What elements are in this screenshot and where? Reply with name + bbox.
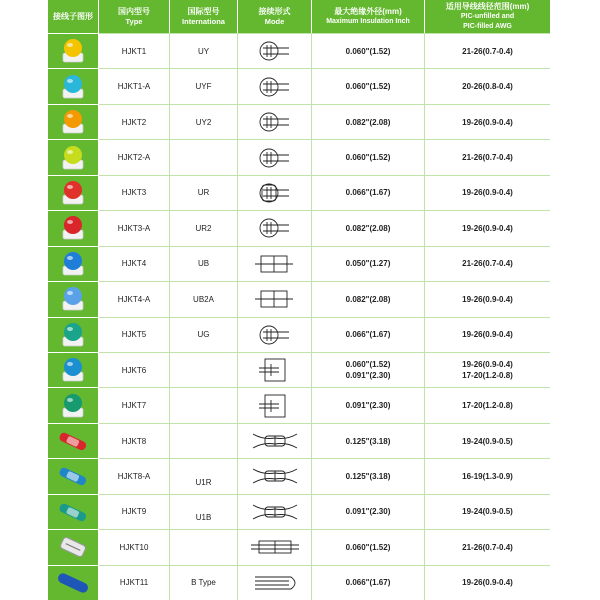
mode-cell: [238, 104, 312, 139]
international-cell: [170, 317, 238, 352]
wire-range-cell: [425, 68, 550, 103]
connector-image: [53, 531, 93, 563]
max-insulation-cell: [312, 423, 425, 458]
international-cell: [170, 529, 238, 564]
mode-cell: [238, 246, 312, 281]
wire-range-cell: [425, 175, 550, 210]
international-value: UB2A: [193, 294, 214, 304]
max-insulation-cell: [312, 246, 425, 281]
max-insulation-value: 0.082"(2.08): [345, 117, 391, 127]
header-max-insulation: [312, 0, 425, 33]
connector-image: [53, 106, 93, 138]
connector-image-cell: [48, 458, 99, 493]
box-icon: [245, 284, 305, 314]
type-value: HJKT1: [121, 46, 147, 56]
wire-range-value: 20-26(0.8-0.4): [462, 82, 513, 92]
international-value: U1B: [195, 513, 212, 523]
connector-image-cell: [48, 246, 99, 281]
header-type: [99, 0, 170, 33]
connector-image: [53, 319, 93, 351]
wire-range-value: 21-26(0.7-0.4): [462, 259, 513, 269]
connector-image-cell: [48, 33, 99, 68]
mode-cell: [238, 423, 312, 458]
header-type-cn: 国内型号: [118, 6, 150, 16]
international-value: U1R: [195, 477, 212, 487]
type-cell: [99, 458, 170, 493]
international-value: UY2: [195, 117, 212, 127]
type-value: HJKT9: [121, 507, 147, 517]
max-insulation-cell: [312, 387, 425, 422]
type-cell: [99, 423, 170, 458]
max-insulation-value: 0.066"(1.67): [345, 578, 391, 588]
international-cell: [170, 246, 238, 281]
connector-image-cell: [48, 423, 99, 458]
connector-image: [53, 177, 93, 209]
wire-range-value: 17-20(1.2-0.8): [462, 401, 513, 411]
international-cell: [170, 139, 238, 174]
type-value: HJKT10: [119, 542, 149, 552]
wire-range-cell: [425, 458, 550, 493]
mode-cell: [238, 139, 312, 174]
international-value: UG: [197, 330, 210, 340]
type-value: HJKT2-A: [117, 153, 151, 163]
square-tap-icon: [245, 355, 305, 385]
mode-cell: [238, 494, 312, 529]
header-mode-cn: 接续形式: [258, 6, 291, 16]
type-value: HJKT3-A: [117, 223, 151, 233]
type-value: HJKT11: [119, 578, 149, 588]
type-value: HJKT4-A: [117, 294, 151, 304]
square-tap-icon: [245, 391, 305, 421]
connector-image: [53, 425, 93, 457]
connector-image: [53, 35, 93, 67]
type-value: HJKT4: [121, 259, 147, 269]
max-insulation-value: 0.060"(1.52): [345, 46, 391, 56]
wire-range-value: 19-26(0.9-0.4): [462, 360, 513, 370]
max-insulation-cell: [312, 175, 425, 210]
header-wire-range: [425, 0, 550, 33]
connector-image: [53, 354, 93, 386]
wire-range-value: 21-26(0.7-0.4): [462, 153, 513, 163]
wire-range-cell: [425, 139, 550, 174]
max-insulation-value-2: 0.091"(2.30): [345, 371, 391, 381]
max-insulation-value: 0.125"(3.18): [345, 471, 391, 481]
inline-splice-icon: [245, 497, 305, 527]
max-insulation-cell: [312, 104, 425, 139]
round-bulb-icon: [245, 72, 305, 102]
international-cell: [170, 68, 238, 103]
type-value: HJKT8: [121, 436, 147, 446]
max-insulation-value: 0.082"(2.08): [345, 223, 391, 233]
international-cell: [170, 387, 238, 422]
international-value: UY: [197, 46, 210, 56]
mode-cell: [238, 387, 312, 422]
max-insulation-value: 0.066"(1.67): [345, 330, 391, 340]
connector-image-cell: [48, 281, 99, 316]
round-bulb-icon: [245, 107, 305, 137]
connector-image: [53, 142, 93, 174]
wire-range-value: 19-26(0.9-0.4): [462, 330, 513, 340]
international-cell: [170, 175, 238, 210]
type-value: HJKT2: [121, 117, 147, 127]
wire-range-cell: [425, 281, 550, 316]
type-cell: [99, 175, 170, 210]
connector-image-cell: [48, 529, 99, 564]
international-cell: [170, 281, 238, 316]
inline-splice-icon: [245, 461, 305, 491]
wire-range-value: 19-26(0.9-0.4): [462, 223, 513, 233]
wire-range-cell: [425, 104, 550, 139]
loop-icon: [245, 568, 305, 598]
international-value: B Type: [191, 578, 216, 588]
international-value: UYF: [195, 82, 212, 92]
mode-cell: [238, 210, 312, 245]
type-cell: [99, 529, 170, 564]
header-connector-image-label: 接线子图形: [53, 11, 93, 21]
max-insulation-cell: [312, 139, 425, 174]
max-insulation-cell: [312, 68, 425, 103]
max-insulation-value: 0.060"(1.52): [345, 542, 391, 552]
max-insulation-cell: [312, 458, 425, 493]
box-icon: [245, 249, 305, 279]
header-wire-range-en1: PIC-unfilled and: [460, 12, 515, 20]
type-cell: [99, 494, 170, 529]
international-cell: [170, 33, 238, 68]
butt-splice-icon: [245, 532, 305, 562]
connector-image: [53, 390, 93, 422]
max-insulation-cell: [312, 281, 425, 316]
type-cell: [99, 68, 170, 103]
connector-image-cell: [48, 387, 99, 422]
wire-range-cell: [425, 494, 550, 529]
header-type-en: Type: [125, 16, 143, 26]
type-cell: [99, 210, 170, 245]
max-insulation-cell: [312, 33, 425, 68]
mode-cell: [238, 33, 312, 68]
header-wire-range-cn: 适用导线线径范围(mm): [445, 1, 530, 11]
round-bulb-icon: [245, 36, 305, 66]
max-insulation-value: 0.082"(2.08): [345, 294, 391, 304]
cap-bulb-icon: [245, 178, 305, 208]
wire-range-cell: [425, 317, 550, 352]
international-value: UR: [197, 188, 210, 198]
max-insulation-value: 0.066"(1.67): [345, 188, 391, 198]
header-max-insulation-cn: 最大绝缘外径(mm): [334, 6, 402, 16]
type-value: HJKT8-A: [117, 471, 151, 481]
header-international-cn: 国际型号: [187, 6, 220, 16]
type-cell: [99, 281, 170, 316]
connector-image-cell: [48, 317, 99, 352]
round-bulb-icon: [245, 143, 305, 173]
max-insulation-cell: [312, 317, 425, 352]
type-cell: [99, 104, 170, 139]
connector-spec-table: [48, 0, 550, 600]
connector-image: [53, 212, 93, 244]
max-insulation-cell: [312, 565, 425, 600]
connector-image: [53, 460, 93, 492]
type-cell: [99, 565, 170, 600]
type-cell: [99, 139, 170, 174]
connector-image: [53, 283, 93, 315]
international-cell: [170, 104, 238, 139]
connector-image-cell: [48, 139, 99, 174]
wire-range-value: 19-26(0.9-0.4): [462, 188, 513, 198]
wire-range-cell: [425, 210, 550, 245]
wire-range-value: 21-26(0.7-0.4): [462, 542, 513, 552]
max-insulation-value: 0.060"(1.52): [345, 82, 391, 92]
wire-range-cell: [425, 246, 550, 281]
connector-image: [53, 496, 93, 528]
connector-image-cell: [48, 68, 99, 103]
header-wire-range-en2: PIC-filled AWG: [463, 22, 512, 30]
wire-range-value: 19-24(0.9-0.5): [462, 507, 513, 517]
international-cell: [170, 352, 238, 387]
type-cell: [99, 352, 170, 387]
connector-image: [53, 71, 93, 103]
connector-image-cell: [48, 210, 99, 245]
mode-cell: [238, 565, 312, 600]
wire-range-value: 19-26(0.9-0.4): [462, 294, 513, 304]
max-insulation-value: 0.060"(1.52): [345, 153, 391, 163]
wire-range-value-2: 17-20(1.2-0.8): [462, 371, 513, 381]
max-insulation-cell: [312, 210, 425, 245]
international-cell: [170, 494, 238, 529]
connector-image-cell: [48, 494, 99, 529]
type-value: HJKT1-A: [117, 82, 151, 92]
type-cell: [99, 317, 170, 352]
wire-range-cell: [425, 565, 550, 600]
wire-range-cell: [425, 352, 550, 387]
max-insulation-cell: [312, 352, 425, 387]
header-mode: [238, 0, 312, 33]
type-cell: [99, 33, 170, 68]
max-insulation-value: 0.060"(1.52): [345, 360, 391, 370]
connector-image-cell: [48, 565, 99, 600]
header-connector-image: [48, 0, 99, 33]
mode-cell: [238, 529, 312, 564]
type-value: HJKT5: [121, 330, 147, 340]
type-value: HJKT6: [121, 365, 147, 375]
max-insulation-value: 0.050"(1.27): [345, 259, 391, 269]
mode-cell: [238, 175, 312, 210]
connector-image-cell: [48, 352, 99, 387]
wire-range-cell: [425, 387, 550, 422]
max-insulation-value: 0.091"(2.30): [345, 401, 391, 411]
max-insulation-value: 0.091"(2.30): [345, 507, 391, 517]
wire-range-cell: [425, 529, 550, 564]
mode-cell: [238, 458, 312, 493]
wire-range-cell: [425, 423, 550, 458]
header-international: [170, 0, 238, 33]
international-cell: [170, 210, 238, 245]
connector-image-cell: [48, 175, 99, 210]
inline-splice-icon: [245, 426, 305, 456]
connector-image-cell: [48, 104, 99, 139]
header-international-en: Internationa: [182, 16, 225, 26]
international-cell: [170, 458, 238, 493]
type-cell: [99, 387, 170, 422]
wire-range-value: 16-19(1.3-0.9): [462, 471, 513, 481]
header-mode-en: Mode: [264, 16, 285, 26]
type-value: HJKT7: [121, 401, 147, 411]
international-value: UR2: [195, 223, 212, 233]
type-cell: [99, 246, 170, 281]
mode-cell: [238, 317, 312, 352]
international-cell: [170, 423, 238, 458]
wire-range-cell: [425, 33, 550, 68]
connector-image: [53, 567, 93, 599]
international-value: UB: [197, 259, 210, 269]
round-bulb-icon: [245, 320, 305, 350]
max-insulation-cell: [312, 494, 425, 529]
mode-cell: [238, 352, 312, 387]
wire-range-value: 21-26(0.7-0.4): [462, 46, 513, 56]
mode-cell: [238, 281, 312, 316]
wire-range-value: 19-24(0.9-0.5): [462, 436, 513, 446]
wire-range-value: 19-26(0.9-0.4): [462, 117, 513, 127]
mode-cell: [238, 68, 312, 103]
international-cell: [170, 565, 238, 600]
connector-image: [53, 248, 93, 280]
header-max-insulation-en: Maximum Insulation Inch: [326, 17, 410, 25]
wire-range-value: 19-26(0.9-0.4): [462, 578, 513, 588]
round-bulb-icon: [245, 213, 305, 243]
max-insulation-cell: [312, 529, 425, 564]
type-value: HJKT3: [121, 188, 147, 198]
max-insulation-value: 0.125"(3.18): [345, 436, 391, 446]
